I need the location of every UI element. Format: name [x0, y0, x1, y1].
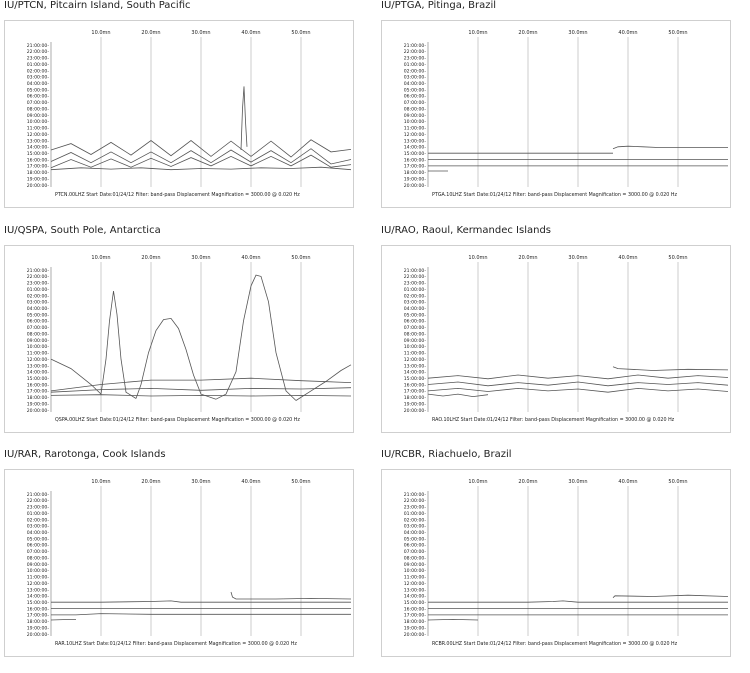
y-tick-label: 01:00:00-: [26, 287, 49, 293]
y-tick-label: 11:00:00-: [403, 351, 426, 357]
x-tick-label: 50.0mn: [291, 255, 311, 261]
y-tick-label: 10:00:00-: [403, 120, 426, 126]
y-tick-label: 17:00:00-: [403, 389, 426, 395]
x-tick-label: 30.0mn: [191, 479, 211, 485]
y-tick-label: 04:00:00-: [26, 306, 49, 312]
y-tick-label: 16:00:00-: [403, 383, 426, 389]
y-tick-label: 02:00:00-: [26, 294, 49, 300]
seismic-trace: [613, 367, 728, 371]
y-tick-label: 12:00:00-: [403, 357, 426, 363]
y-tick-label: 11:00:00-: [26, 351, 49, 357]
y-tick-label: 21:00:00-: [26, 43, 49, 49]
plot-frame: [4, 20, 354, 208]
x-tick-label: 30.0mn: [191, 255, 211, 261]
y-tick-label: 04:00:00-: [403, 81, 426, 87]
x-tick-label: 10.0mn: [91, 30, 111, 36]
plot-frame: [4, 469, 354, 657]
x-tick-label: 20.0mn: [141, 255, 161, 261]
x-tick-label: 10.0mn: [468, 479, 488, 485]
y-tick-label: 11:00:00-: [26, 126, 49, 132]
x-tick-label: 30.0mn: [191, 30, 211, 36]
plot-footer: PTGA.10LHZ Start Date:01/24/12 Filter: band-pass Displacement Magnification = 3000.00 @ 0.020 Hz: [432, 193, 678, 198]
helicorder-panel-qspa: [0, 225, 368, 435]
y-tick-label: 07:00:00-: [403, 550, 426, 556]
y-tick-label: 22:00:00-: [403, 50, 426, 56]
y-tick-label: 03:00:00-: [403, 75, 426, 81]
y-tick-label: 14:00:00-: [26, 145, 49, 151]
panel-title: IU/QSPA, South Pole, Antarctica: [4, 225, 161, 236]
y-tick-label: 14:00:00-: [403, 594, 426, 600]
seismic-trace: [613, 146, 728, 149]
y-tick-label: 22:00:00-: [26, 50, 49, 56]
panel-title: IU/PTCN, Pitcairn Island, South Pacific: [4, 0, 191, 11]
y-tick-label: 12:00:00-: [26, 581, 49, 587]
seismic-trace: [613, 595, 728, 598]
y-tick-label: 03:00:00-: [26, 524, 49, 530]
x-tick-label: 40.0mn: [241, 30, 261, 36]
y-tick-label: 15:00:00-: [403, 600, 426, 606]
y-tick-label: 01:00:00-: [26, 511, 49, 517]
plot-footer: RAR.10LHZ Start Date:01/24/12 Filter: band-pass Displacement Magnification = 3000.00 @ 0.020 Hz: [55, 642, 297, 647]
y-tick-label: 01:00:00-: [403, 287, 426, 293]
y-tick-label: 20:00:00-: [26, 632, 49, 638]
x-tick-label: 40.0mn: [618, 479, 638, 485]
y-tick-label: 18:00:00-: [26, 620, 49, 626]
y-tick-label: 20:00:00-: [403, 408, 426, 414]
y-tick-label: 21:00:00-: [403, 43, 426, 49]
x-tick-label: 50.0mn: [668, 255, 688, 261]
panel-title: IU/RAO, Raoul, Kermandec Islands: [381, 225, 552, 236]
y-tick-label: 13:00:00-: [26, 364, 49, 370]
y-tick-label: 16:00:00-: [26, 383, 49, 389]
y-tick-label: 23:00:00-: [26, 505, 49, 511]
seismic-trace: [428, 394, 488, 397]
y-tick-label: 07:00:00-: [403, 101, 426, 107]
y-tick-label: 03:00:00-: [26, 75, 49, 81]
helicorder-plot: [382, 21, 730, 207]
y-tick-label: 12:00:00-: [403, 581, 426, 587]
plot-frame: [4, 245, 354, 433]
plot-frame: [381, 245, 731, 433]
y-tick-label: 20:00:00-: [403, 632, 426, 638]
helicorder-plot: [382, 470, 730, 656]
y-tick-label: 06:00:00-: [26, 94, 49, 100]
y-tick-label: 15:00:00-: [403, 151, 426, 157]
plot-footer: RAO.10LHZ Start Date:01/24/12 Filter: band-pass Displacement Magnification = 3000.00 @ 0.020 Hz: [432, 418, 675, 423]
y-tick-label: 09:00:00-: [26, 338, 49, 344]
y-tick-label: 08:00:00-: [403, 107, 426, 113]
y-tick-label: 05:00:00-: [26, 537, 49, 543]
y-tick-label: 20:00:00-: [26, 183, 49, 189]
y-tick-label: 21:00:00-: [26, 268, 49, 274]
y-tick-label: 03:00:00-: [403, 524, 426, 530]
y-tick-label: 04:00:00-: [403, 530, 426, 536]
helicorder-panel-ptcn: [0, 0, 368, 210]
y-tick-label: 21:00:00-: [26, 492, 49, 498]
y-tick-label: 23:00:00-: [403, 56, 426, 62]
y-tick-label: 17:00:00-: [26, 389, 49, 395]
y-tick-label: 04:00:00-: [26, 530, 49, 536]
x-tick-label: 50.0mn: [291, 479, 311, 485]
y-tick-label: 15:00:00-: [26, 600, 49, 606]
y-tick-label: 13:00:00-: [403, 364, 426, 370]
y-tick-label: 18:00:00-: [26, 171, 49, 177]
y-tick-label: 06:00:00-: [403, 319, 426, 325]
x-tick-label: 50.0mn: [668, 30, 688, 36]
y-tick-label: 19:00:00-: [26, 402, 49, 408]
y-tick-label: 02:00:00-: [26, 69, 49, 75]
helicorder-plot: [5, 246, 353, 432]
y-tick-label: 22:00:00-: [403, 499, 426, 505]
helicorder-plot: [5, 21, 353, 207]
seismic-trace: [428, 619, 478, 620]
helicorder-plot: [382, 246, 730, 432]
y-tick-label: 15:00:00-: [26, 151, 49, 157]
y-tick-label: 05:00:00-: [26, 313, 49, 319]
y-tick-label: 09:00:00-: [403, 338, 426, 344]
y-tick-label: 23:00:00-: [403, 505, 426, 511]
y-tick-label: 01:00:00-: [403, 511, 426, 517]
y-tick-label: 08:00:00-: [26, 556, 49, 562]
plot-footer: QSPA.00LHZ Start Date:01/24/12 Filter: band-pass Displacement Magnification = 3000.00 @ 0.020 Hz: [55, 418, 300, 423]
helicorder-panel-ptga: [377, 0, 745, 210]
y-tick-label: 07:00:00-: [26, 326, 49, 332]
y-tick-label: 12:00:00-: [26, 357, 49, 363]
y-tick-label: 07:00:00-: [26, 550, 49, 556]
y-tick-label: 01:00:00-: [26, 62, 49, 68]
y-tick-label: 05:00:00-: [403, 88, 426, 94]
x-tick-label: 20.0mn: [518, 255, 538, 261]
y-tick-label: 14:00:00-: [26, 370, 49, 376]
y-tick-label: 12:00:00-: [403, 132, 426, 138]
y-tick-label: 09:00:00-: [26, 562, 49, 568]
y-tick-label: 12:00:00-: [26, 132, 49, 138]
y-tick-label: 22:00:00-: [26, 275, 49, 281]
y-tick-label: 18:00:00-: [26, 396, 49, 402]
y-tick-label: 18:00:00-: [403, 396, 426, 402]
y-tick-label: 13:00:00-: [26, 139, 49, 145]
seismic-trace: [231, 592, 351, 599]
y-tick-label: 05:00:00-: [26, 88, 49, 94]
x-tick-label: 40.0mn: [618, 30, 638, 36]
x-tick-label: 10.0mn: [468, 30, 488, 36]
y-tick-label: 05:00:00-: [403, 313, 426, 319]
x-tick-label: 50.0mn: [291, 30, 311, 36]
x-tick-label: 40.0mn: [618, 255, 638, 261]
y-tick-label: 06:00:00-: [26, 543, 49, 549]
y-tick-label: 22:00:00-: [26, 499, 49, 505]
y-tick-label: 10:00:00-: [26, 120, 49, 126]
x-tick-label: 40.0mn: [241, 479, 261, 485]
y-tick-label: 15:00:00-: [26, 376, 49, 382]
y-tick-label: 14:00:00-: [403, 145, 426, 151]
y-tick-label: 17:00:00-: [403, 613, 426, 619]
y-tick-label: 21:00:00-: [403, 268, 426, 274]
y-tick-label: 23:00:00-: [26, 281, 49, 287]
x-tick-label: 30.0mn: [568, 30, 588, 36]
y-tick-label: 19:00:00-: [26, 177, 49, 183]
y-tick-label: 23:00:00-: [26, 56, 49, 62]
y-tick-label: 07:00:00-: [26, 101, 49, 107]
y-tick-label: 08:00:00-: [403, 556, 426, 562]
y-tick-label: 10:00:00-: [26, 345, 49, 351]
y-tick-label: 04:00:00-: [26, 81, 49, 87]
seismic-trace: [216, 275, 296, 400]
y-tick-label: 16:00:00-: [403, 158, 426, 164]
y-tick-label: 17:00:00-: [26, 164, 49, 170]
y-tick-label: 11:00:00-: [403, 126, 426, 132]
x-tick-label: 30.0mn: [568, 255, 588, 261]
x-tick-label: 50.0mn: [668, 479, 688, 485]
y-tick-label: 03:00:00-: [26, 300, 49, 306]
y-tick-label: 10:00:00-: [403, 345, 426, 351]
y-tick-label: 19:00:00-: [403, 626, 426, 632]
y-tick-label: 08:00:00-: [26, 332, 49, 338]
y-tick-label: 10:00:00-: [26, 569, 49, 575]
x-tick-label: 10.0mn: [91, 479, 111, 485]
y-tick-label: 23:00:00-: [403, 281, 426, 287]
seismic-trace: [136, 318, 216, 399]
y-tick-label: 09:00:00-: [403, 113, 426, 119]
plot-footer: PTCN.00LHZ Start Date:01/24/12 Filter: band-pass Displacement Magnification = 3000.00 @ 0.020 Hz: [55, 193, 300, 198]
y-tick-label: 11:00:00-: [26, 575, 49, 581]
y-tick-label: 08:00:00-: [403, 332, 426, 338]
panel-title: IU/RCBR, Riachuelo, Brazil: [381, 449, 512, 460]
plot-frame: [381, 469, 731, 657]
y-tick-label: 16:00:00-: [26, 607, 49, 613]
y-tick-label: 11:00:00-: [403, 575, 426, 581]
plot-frame: [381, 20, 731, 208]
y-tick-label: 22:00:00-: [403, 275, 426, 281]
y-tick-label: 16:00:00-: [26, 158, 49, 164]
y-tick-label: 13:00:00-: [403, 139, 426, 145]
y-tick-label: 14:00:00-: [26, 594, 49, 600]
y-tick-label: 14:00:00-: [403, 370, 426, 376]
y-tick-label: 16:00:00-: [403, 607, 426, 613]
x-tick-label: 20.0mn: [518, 30, 538, 36]
x-tick-label: 30.0mn: [568, 479, 588, 485]
helicorder-panel-rao: [377, 225, 745, 435]
y-tick-label: 15:00:00-: [403, 376, 426, 382]
panel-title: IU/RAR, Rarotonga, Cook Islands: [4, 449, 166, 460]
y-tick-label: 06:00:00-: [403, 94, 426, 100]
x-tick-label: 10.0mn: [468, 255, 488, 261]
seismic-trace: [51, 619, 76, 620]
helicorder-plot: [5, 470, 353, 656]
y-tick-label: 05:00:00-: [403, 537, 426, 543]
y-tick-label: 01:00:00-: [403, 62, 426, 68]
y-tick-label: 09:00:00-: [26, 113, 49, 119]
y-tick-label: 04:00:00-: [403, 306, 426, 312]
y-tick-label: 18:00:00-: [403, 171, 426, 177]
y-tick-label: 02:00:00-: [403, 294, 426, 300]
y-tick-label: 06:00:00-: [403, 543, 426, 549]
x-tick-label: 20.0mn: [518, 479, 538, 485]
y-tick-label: 21:00:00-: [403, 492, 426, 498]
y-tick-label: 17:00:00-: [26, 613, 49, 619]
y-tick-label: 08:00:00-: [26, 107, 49, 113]
y-tick-label: 20:00:00-: [26, 408, 49, 414]
y-tick-label: 19:00:00-: [26, 626, 49, 632]
y-tick-label: 07:00:00-: [403, 326, 426, 332]
helicorder-panel-rcbr: [377, 449, 745, 659]
helicorder-panel-rar: [0, 449, 368, 659]
y-tick-label: 10:00:00-: [403, 569, 426, 575]
y-tick-label: 03:00:00-: [403, 300, 426, 306]
y-tick-label: 02:00:00-: [26, 518, 49, 524]
y-tick-label: 13:00:00-: [403, 588, 426, 594]
y-tick-label: 19:00:00-: [403, 402, 426, 408]
y-tick-label: 13:00:00-: [26, 588, 49, 594]
y-tick-label: 09:00:00-: [403, 562, 426, 568]
plot-footer: RCBR.00LHZ Start Date:01/24/12 Filter: band-pass Displacement Magnification = 3000.00 @ 0.020 Hz: [432, 642, 678, 647]
y-tick-label: 06:00:00-: [26, 319, 49, 325]
x-tick-label: 20.0mn: [141, 30, 161, 36]
y-tick-label: 19:00:00-: [403, 177, 426, 183]
y-tick-label: 02:00:00-: [403, 69, 426, 75]
seismic-trace: [241, 86, 247, 150]
panel-title: IU/PTGA, Pitinga, Brazil: [381, 0, 497, 11]
y-tick-label: 20:00:00-: [403, 183, 426, 189]
y-tick-label: 18:00:00-: [403, 620, 426, 626]
y-tick-label: 17:00:00-: [403, 164, 426, 170]
x-tick-label: 20.0mn: [141, 479, 161, 485]
x-tick-label: 40.0mn: [241, 255, 261, 261]
y-tick-label: 02:00:00-: [403, 518, 426, 524]
x-tick-label: 10.0mn: [91, 255, 111, 261]
